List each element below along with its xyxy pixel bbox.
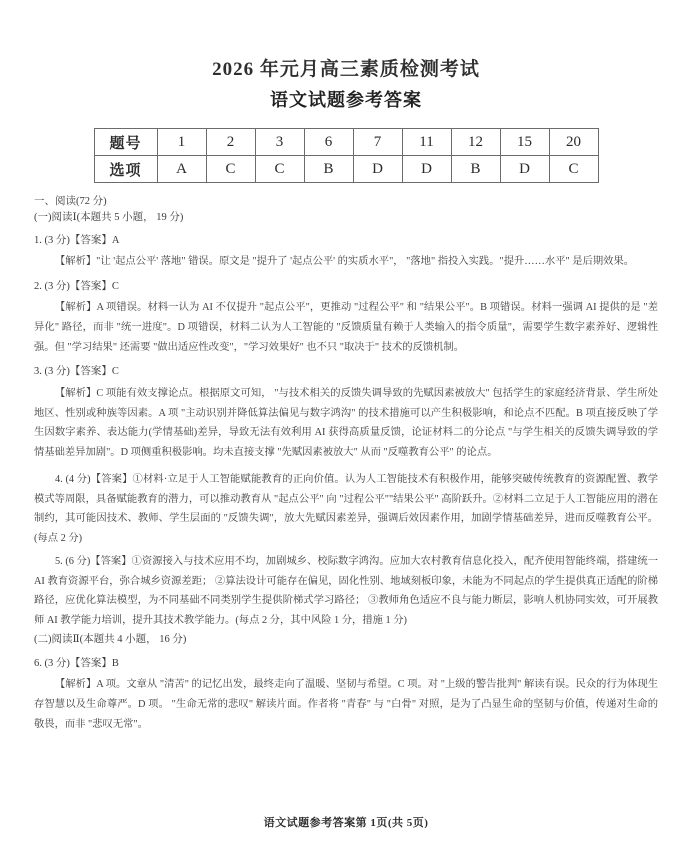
answer-cell: B	[451, 156, 500, 183]
answer-item-explanation: 【解析】"让 '起点公平' 落地" 错误。原文是 "提升了 '起点公平' 的实质水平"， "落地" 指投入实践。"提升……水平" 是后期效果。	[55, 256, 635, 268]
answer-item-head: 6. (3 分)【答案】B	[34, 657, 119, 669]
answer-item-head: 4. (4 分)【答案】①材料·立足于人工智能赋能教育的正向价值。认为人工智能技术有积极作用，能够突破传统教育的资源配置、教学模式等周限，具备赋能教育的潜力，可以推动教育从 "起点公平" 向 "过程公平""结果公平" 高阶跃升。②材料二立足于人工智能应用的潜在制约，其可能因技术、教师、学生层面的 "反馈失调"，放大先赋因素差异，强调后效因素作用，加剧学情基础差异，进而反噬教育公平。(每点 2 分)	[34, 473, 658, 545]
answer-item-head: 3. (3 分)【答案】C	[34, 366, 119, 378]
answer-item-6	[34, 656, 658, 735]
answer-cell: A	[157, 156, 206, 183]
answer-item-head: 5. (6 分)【答案】①资源接入与技术应用不均，加剧城乡、校际数字鸿沟。应加大农村教育信息化投入，配齐使用智能终端，搭建统一 AI 教育资源平台，弥合城乡资源差距； ②算法设计可能存在偏见，固化性别、地域刻板印象，未能为不同起点的学生提供真正适配的阶梯路径，应优化算法模型，为不同基础不同类别学生提供阶梯式学习路径； ③教师角色适应不良与能力断层，影响人机协同实效，可开展教师 AI 教学能力培训，提升其技术教学能力。(每点 2 分，其中风险 1 分，措施 1 分)	[34, 555, 658, 627]
question-number-cell: 20	[549, 129, 598, 156]
answer-cell: D	[500, 156, 549, 183]
answer-item-1	[34, 233, 658, 272]
question-number-cell: 15	[500, 129, 549, 156]
answer-item-explanation: 【解析】A 项。文章从 "清苦" 的记忆出发，最终走向了温暖、坚韧与希望。C 项。对 "上级的警告批判" 解读有误。民众的行为体现生存智慧以及生命尊严。D 项。 "生命无常的悲叹" 解读片面。作者将 "青春" 与 "白骨" 对照，是为了凸显生命的坚韧与价值，传递对生命的敬畏，而非 "悲叹无常"。	[34, 679, 658, 730]
table-row-question-numbers	[94, 129, 598, 156]
page-footer: 语文试题参考答案第 1页(共 5页)	[263, 817, 429, 829]
answer-item-5	[34, 552, 658, 631]
section-heading-part-one: 一、阅读(72 分)	[34, 196, 107, 208]
title-block	[34, 0, 658, 114]
question-number-cell: 7	[353, 129, 402, 156]
question-number-cell: 6	[304, 129, 353, 156]
answer-item-head: 1. (3 分)【答案】A	[34, 234, 120, 246]
answer-item-head: 2. (3 分)【答案】C	[34, 280, 119, 292]
answer-item-explanation: 【解析】A 项错误。材料一认为 AI 不仅提升 "起点公平"，更推动 "过程公平" 和 "结果公平"。B 项错误。材料一强调 AI 提供的是 "差异化" 路径，而非 "统一进度"。D 项错误，材料二认为人工智能的 "反馈质量有赖于人类输入的指令质量"，需要学生数字素养好、逻辑性强。但 "学习结果" 还需要 "做出适应性改变"，"学习效果好" 也不只 "取决于" 技术的反馈机制。	[34, 302, 658, 353]
section-heading-reading-two: (二)阅读Ⅱ(本题共 4 小题， 16 分)	[34, 633, 187, 645]
answer-cell: C	[549, 156, 598, 183]
answer-cell: D	[353, 156, 402, 183]
row-label-question: 题号	[94, 129, 157, 156]
answer-cell: D	[402, 156, 451, 183]
section-heading-reading-one: (一)阅读Ⅰ(本题共 5 小题， 19 分)	[34, 212, 184, 224]
answer-item-explanation: 【解析】C 项能有效支撑论点。根据原文可知， "与技术相关的反馈失调导致的先赋因素被放大" 包括学生的家庭经济背景、学生所处地区、性别或种族等因素。A 项 "主动识别并降低算法偏见与数字鸿沟" 的技术措施可以产生积极影响，和论点不匹配。B 项直接反映了学生因数字素养、表达能力(学情基础)差异，导致无法有效利用 AI 获得高质量反馈，论证材料二的分论点 "与学生相关的反馈失调导致的学情基础差异加剧"。D 项侧重积极影响。均未直接支撑 "先赋因素被放大" 从而 "反噬教育公平" 的论点。	[34, 387, 658, 459]
row-label-option: 选项	[94, 156, 157, 183]
answer-cell: C	[255, 156, 304, 183]
answer-body	[34, 194, 658, 734]
answer-item-3	[34, 364, 658, 462]
answer-table-wrap	[34, 128, 658, 183]
question-number-cell: 1	[157, 129, 206, 156]
answer-table	[94, 128, 599, 183]
answer-cell: C	[206, 156, 255, 183]
page-title: 2026 年元月高三素质检测考试	[212, 59, 480, 80]
question-number-cell: 2	[206, 129, 255, 156]
page-subtitle: 语文试题参考答案	[270, 89, 422, 110]
answer-item-4	[34, 470, 658, 549]
answer-cell: B	[304, 156, 353, 183]
question-number-cell: 11	[402, 129, 451, 156]
question-number-cell: 12	[451, 129, 500, 156]
answer-item-2	[34, 279, 658, 358]
table-row-answers	[94, 156, 598, 183]
question-number-cell: 3	[255, 129, 304, 156]
